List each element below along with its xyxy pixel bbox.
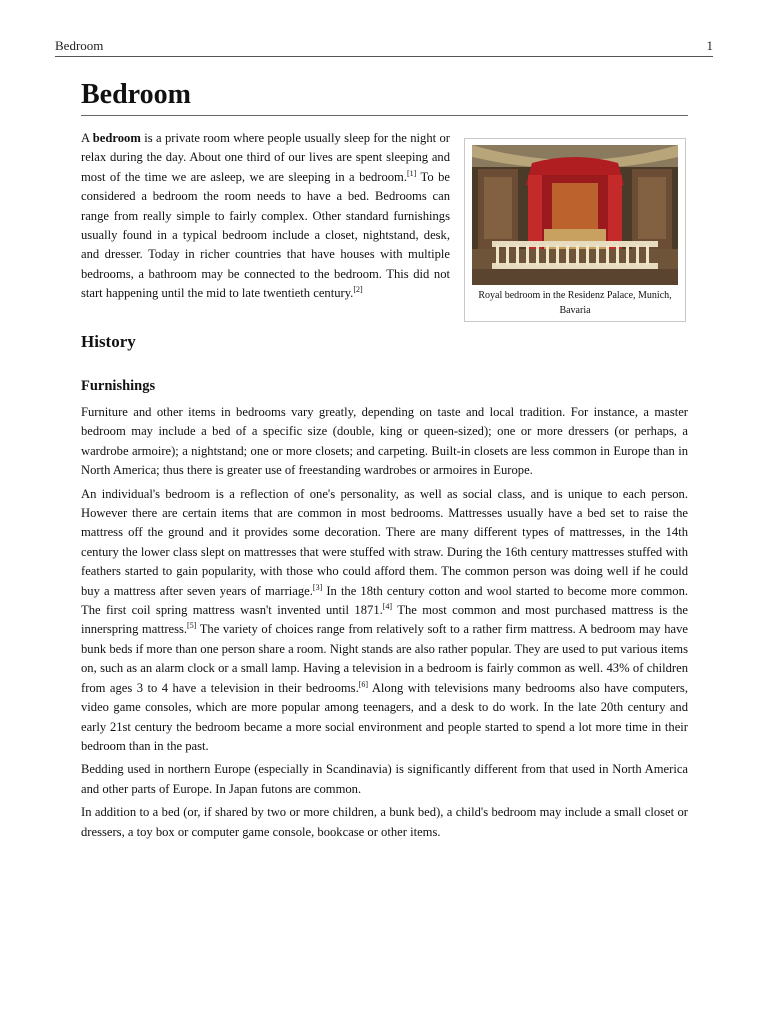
citation-link[interactable]: [4]: [382, 601, 393, 611]
running-header: [55, 38, 713, 57]
paragraph: In addition to a bed (or, if shared by two or more children, a bunk bed), a child's bedroom may include a small closet or dressers, a toy box or computer game console, bookcase or other items.: [81, 805, 688, 839]
intro-section: [81, 129, 688, 321]
page-title: Bedroom: [81, 78, 688, 116]
citation-link[interactable]: [1]: [407, 168, 417, 178]
section-heading-history: History: [81, 332, 136, 351]
running-header-title: Bedroom: [55, 38, 104, 53]
figure-box: [464, 138, 686, 322]
citation-link[interactable]: [2]: [353, 285, 363, 295]
citation-link[interactable]: [3]: [312, 582, 323, 592]
bold-term: bedroom: [92, 131, 141, 145]
citation-link[interactable]: [6]: [358, 679, 369, 689]
article: [81, 78, 689, 839]
royal-bedroom-image: [472, 145, 678, 285]
furnishings-body: [81, 403, 688, 846]
paragraph: An individual's bedroom is a reflection of one's personality, as well as social class, and is unique to each person. However there are certain items that are common in most bedrooms. Mattresses usually have a bed set to raise the mattress off the ground and it provides some decoration. There are many different types of mattresses, in the 14th century the lower class slept on mattresses that were stuffed with straw. During the 16th century mattresses stuffed with feathers started to gain popularity, with those who could afford them. The common person was doing well if he could buy a mattress after seven years of marriage.[3] In the 18th century cotton and wool started to become more common. The first coil spring mattress wasn't invented until 1871.[4] The most common and most purchased mattress is the innerspring mattress.[5] The variety of choices range from relatively soft to a rather firm mattress. A bedroom may have bunk beds if more than one person share a room. Night stands are also rather popular. They are used to put various items on, such as an alarm clock or a small lamp. Having a television in a bedroom is fairly common as well. 43% of children from ages 3 to 4 have a television in their bedrooms.[6] Along with televisions many bedrooms also have computers, video game consoles, which are more popular among teenagers, and a desk to do work. In the late 20th century and early 21st century the bedroom became a more social environment and people started to spend a lot more time in their bedroom than in the past.: [81, 486, 689, 753]
intro-paragraph: A bedroom is a private room where people usually sleep for the night or relax during the day. About one third of our lives are spent sleeping and most of the time we are asleep, we are sleeping in a bedroom.[1] To be considered a bedroom the room needs to have a bed. Bedrooms can range from really simple to fairly complex. Other standard furnishings usually found in a typical bedroom include a closet, nightstand, desk, and dresser. Today in richer countries that have houses with multiple bedrooms, a bathroom may be connected to the bedroom. This did not start happening until the mid to late twentieth century.[2]: [81, 131, 450, 301]
citation-link[interactable]: [5]: [187, 621, 197, 631]
subsection-heading-furnishings: Furnishings: [81, 378, 156, 394]
figure-caption: Royal bedroom in the Residenz Palace, Munich, Bavaria: [478, 290, 672, 316]
page-number: 1: [706, 38, 713, 53]
paragraph: Furniture and other items in bedrooms vary greatly, depending on taste and local tradition. For instance, a master bedroom may include a bed of a specific size (double, king or queen-sized); one or more dressers (or perhaps, a wardrobe armoire); a nightstand; one or more closets; and carpeting. Built-in closets are less common in Europe than in North America; thus there is greater use of freestanding wardrobes or armoires in Europe.: [81, 405, 688, 478]
paragraph: Bedding used in northern Europe (especially in Scandinavia) is significantly different from that used in North America and other parts of Europe. In Japan futons are common.: [81, 762, 688, 796]
